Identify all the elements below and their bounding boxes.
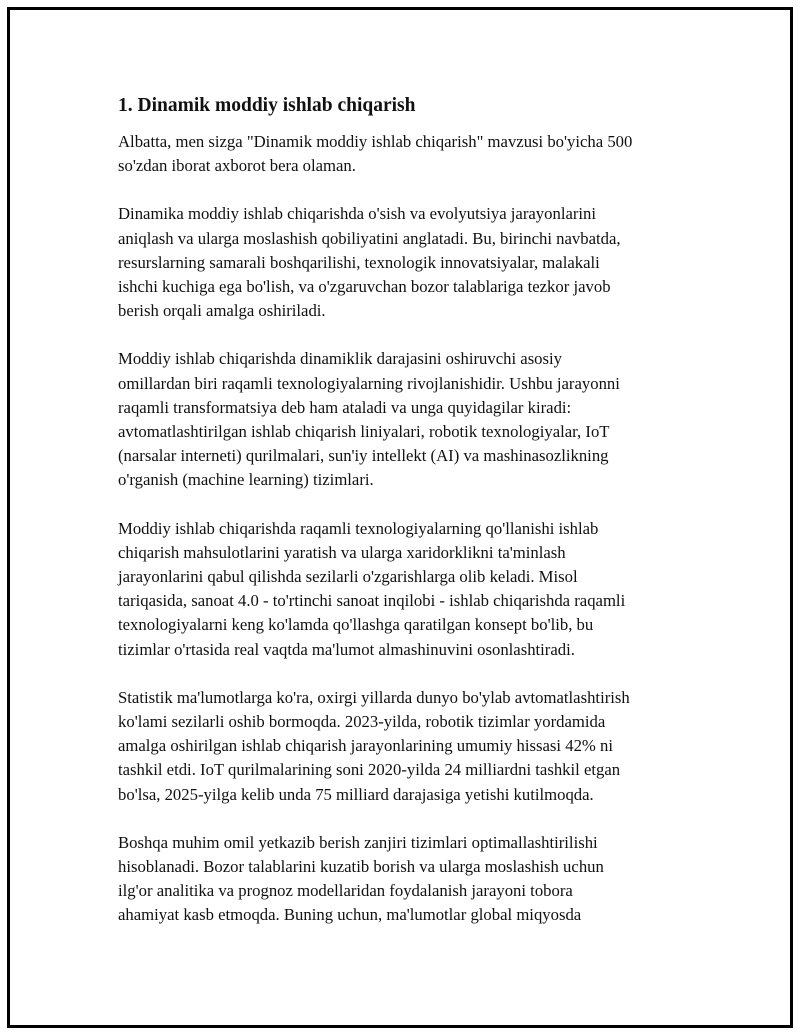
paragraph-line: Dinamika moddiy ishlab chiqarishda o'sish va evolyutsiya jarayonlarini xyxy=(118,204,597,224)
paragraph xyxy=(118,202,698,323)
paragraph-line: ko'lami sezilarli oshib bormoqda. 2023-yilda, robotik tizimlar yordamida xyxy=(118,712,606,732)
paragraph-line: berish orqali amalga oshiriladi. xyxy=(118,301,326,321)
paragraph-line: avtomatlashtirilgan ishlab chiqarish liniyalari, robotik texnologiyalar, IoT xyxy=(118,422,610,442)
paragraph-line: Moddiy ishlab chiqarishda raqamli texnologiyalarning qo'llanishi ishlab xyxy=(118,518,599,538)
paragraph-line: so'zdan iborat axborot bera olaman. xyxy=(118,156,356,176)
paragraph xyxy=(118,517,698,662)
paragraph-list xyxy=(118,130,698,928)
paragraph-line: Albatta, men sizga "Dinamik moddiy ishlab chiqarish" mavzusi bo'yicha 500 xyxy=(118,132,633,151)
paragraph-line: texnologiyalarni keng ko'lamda qo'llashga qaratilgan konsept bo'lib, bu xyxy=(118,615,594,635)
paragraph xyxy=(118,130,698,178)
paragraph-line: omillardan biri raqamli texnologiyalarning rivojlanishidir. Ushbu jarayonni xyxy=(118,373,620,393)
paragraph-line: aniqlash va ularga moslashish qobiliyatini anglatadi. Bu, birinchi navbatda, xyxy=(118,228,621,248)
paragraph-line: Moddiy ishlab chiqarishda dinamiklik darajasini oshiruvchi asosiy xyxy=(118,349,563,369)
paragraph-line: tariqasida, sanoat 4.0 - to'rtinchi sanoat inqilobi - ishlab chiqarishda raqamli xyxy=(118,591,626,611)
paragraph-line: Statistik ma'lumotlarga ko'ra, oxirgi yillarda dunyo bo'ylab avtomatlashtirish xyxy=(118,687,630,707)
paragraph xyxy=(118,831,698,928)
document-body xyxy=(118,93,698,952)
paragraph-line: raqamli transformatsiya deb ham ataladi va unga quyidagilar kiradi: xyxy=(118,397,572,417)
paragraph-line: tizimlar o'rtasida real vaqtda ma'lumot almashinuvini osonlashtiradi. xyxy=(118,639,575,659)
paragraph xyxy=(118,686,698,807)
paragraph-line: amalga oshirilgan ishlab chiqarish jarayonlarining umumiy hissasi 42% ni xyxy=(118,736,613,756)
paragraph-line: ilg'or analitika va prognoz modellaridan foydalanish jarayoni tobora xyxy=(118,881,573,901)
paragraph-line: o'rganish (machine learning) tizimlari. xyxy=(118,470,374,490)
paragraph-line: bo'lsa, 2025-yilga kelib unda 75 milliard darajasiga yetishi kutilmoqda. xyxy=(118,784,594,804)
paragraph-line: chiqarish mahsulotlarini yaratish va ularga xaridorklikni ta'minlash xyxy=(118,542,566,562)
paragraph-line: hisoblanadi. Bozor talablarini kuzatib borish va ularga moslashish uchun xyxy=(118,857,604,877)
paragraph xyxy=(118,347,698,492)
paragraph-line: ishchi kuchiga ega bo'lish, va o'zgaruvchan bozor talablariga tezkor javob xyxy=(118,277,611,297)
paragraph-line: (narsalar interneti) qurilmalari, sun'iy intellekt (AI) va mashinasozlikning xyxy=(118,446,609,466)
paragraph-line: Boshqa muhim omil yetkazib berish zanjiri tizimlari optimallashtirilishi xyxy=(118,832,598,852)
paragraph-line: resurslarning samarali boshqarilishi, texnologik innovatsiyalar, malakali xyxy=(118,252,600,272)
paragraph-line: jarayonlarini qabul qilishda sezilarli o'zgarishlarga olib keladi. Misol xyxy=(118,567,578,587)
paragraph-line: ahamiyat kasb etmoqda. Buning uchun, ma'lumotlar global miqyosda xyxy=(118,905,582,925)
paragraph-line: tashkil etdi. IoT qurilmalarining soni 2020-yilda 24 milliardni tashkil etgan xyxy=(118,760,621,780)
document-title: 1. Dinamik moddiy ishlab chiqarish xyxy=(118,95,416,116)
